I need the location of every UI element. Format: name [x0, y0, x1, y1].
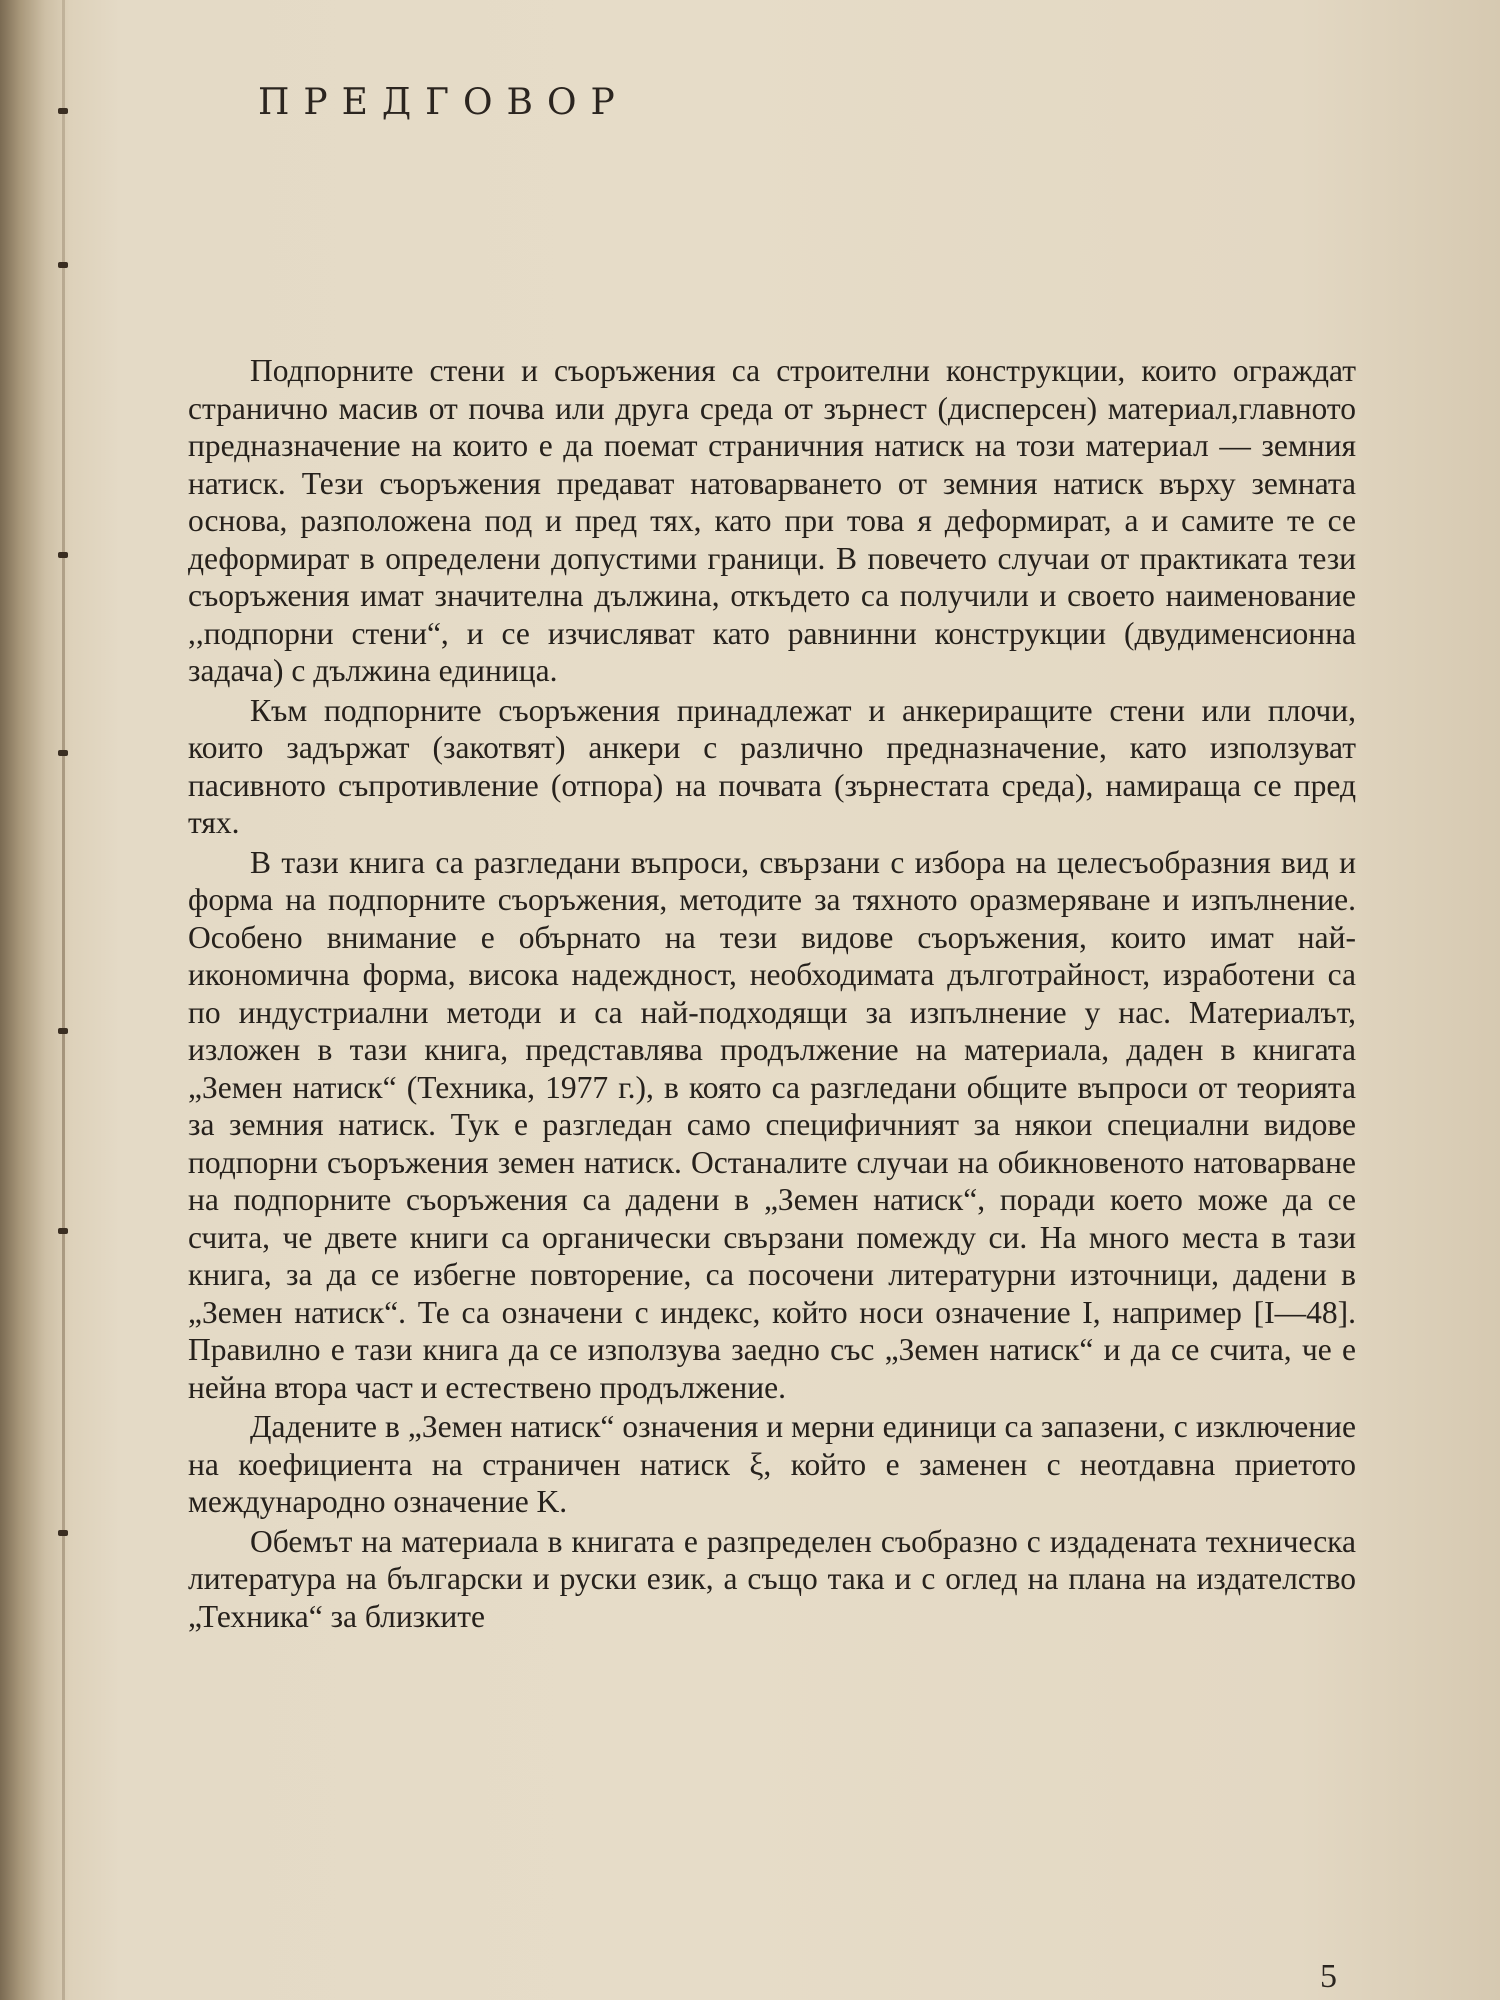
binding-stitch [58, 262, 68, 268]
paragraph: Към подпорните съоръжения принадлежат и анкериращите стени или плочи, които задържат (закотвят) анкери с различно предназначение, като използуват пасивното съпротивление (отпора) на почвата (зърнестата среда), намираща се пред тях. [188, 692, 1356, 840]
body-text [188, 352, 1356, 1635]
binding-stitch [58, 750, 68, 756]
binding-stitch [58, 1028, 68, 1034]
paragraph: В тази книга са разгледани въпроси, свързани с избора на целесъобразния вид и форма на подпорните съоръжения, методите за тяхното оразмеряване и изпълнение. Особено внимание е обърнато на тези видове съоръжения, които имат най-икономична форма, висока надеждност, необходимата дълготрайност, изработени са по индустриални методи и са най-подходящи за изпълнение у нас. Материалът, изложен в тази книга, представлява продължение на материала, даден в книгата „Земен натиск“ (Техника, 1977 г.), в която са разгледани общите въпроси от теорията за земния натиск. Тук е разгледан само специфичният за някои специални видове подпорни съоръжения земен натиск. Останалите случаи на обикновеното натоварване на подпорните съоръжения са дадени в „Земен натиск“, поради което може да се счита, че двете книги са органически свързани помежду си. На много места в тази книга, за да се избегне повторение, са посочени литературни източници, дадени в „Земен натиск“. Те са означени с индекс, който носи означение I, например [I—48]. Правилно е тази книга да се използува заедно със „Земен натиск“ и да се счита, че е нейна втора част и естествено продължение. [188, 844, 1356, 1405]
binding-gutter [62, 0, 65, 2000]
binding-stitch [58, 108, 68, 114]
binding-stitch [58, 1530, 68, 1536]
page-number: 5 [1320, 1958, 1337, 1995]
binding-stitch [58, 1228, 68, 1234]
paragraph: Подпорните стени и съоръжения са строителни конструкции, които ограждат странично масив от почва или друга среда от зърнест (дисперсен) материал,главното предназначение на които е да поемат страничния натиск на този материал — земния натиск. Тези съоръжения предават натоварването от земния натиск върху земната основа, разположена под и пред тях, като при това я деформират, а и самите те се деформират в определени допустими граници. В повечето случаи от практиката тези съоръжения имат значителна дължина, откъдето са получили и своето наименование ,,подпорни стени“, и се изчисляват като равнинни конструкции (двудименсионна задача) с дължина единица. [188, 353, 1356, 688]
paragraph: Дадените в „Земен натиск“ означения и мерни единици са запазени, с изключение на коефициента на страничен натиск ξ, който е заменен с неотдавна приетото международно означение K. [188, 1409, 1356, 1519]
binding-stitch [58, 552, 68, 558]
paragraph: Обемът на материала в книгата е разпределен съобразно с издадената техническа литература на български и руски език, а също така и с оглед на плана на издателство „Техника“ за близките [188, 1523, 1356, 1634]
page-title: ПРЕДГОВОР [258, 82, 629, 123]
